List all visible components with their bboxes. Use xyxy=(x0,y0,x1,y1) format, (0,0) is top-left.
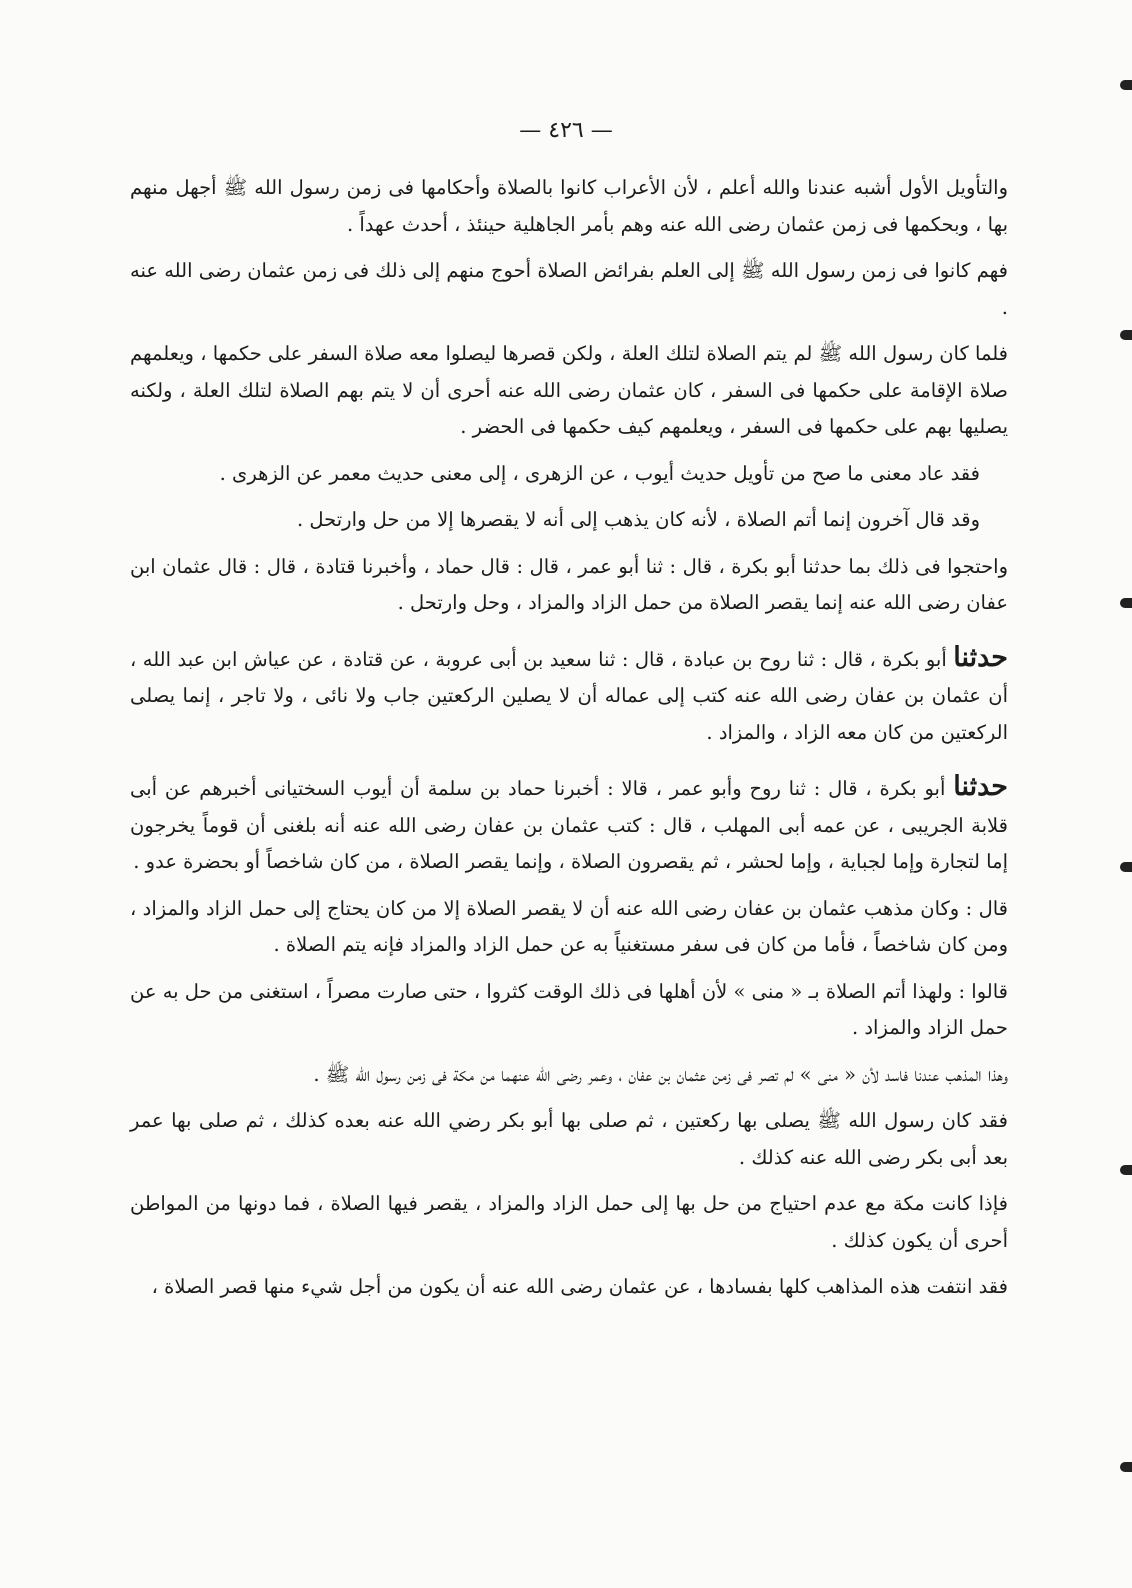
paragraph-7 xyxy=(130,640,1008,752)
paragraph-1: والتأويل الأول أشبه عندنا والله أعلم ، لأن الأعراب كانوا بالصلاة وأحكامها فى زمن رسول الله ﷺ أجهل منهم بها ، وبحكمها فى زمن عثمان رضى الله عنه وهم بأمر الجاهلية حينئذ ، أحدث عهداً . xyxy=(130,176,1008,236)
haddathana-heading: حدثنا xyxy=(953,641,1008,673)
paragraph-14: فقد انتفت هذه المذاهب كلها بفسادها ، عن عثمان رضى الله عنه أن يكون من أجل شيء منها قصر الصلاة ، xyxy=(151,1275,1008,1298)
paragraph-5: وقد قال آخرون إنما أتم الصلاة ، لأنه كان يذهب إلى أنه لا يقصرها إلا من حل وارتحل . xyxy=(297,508,980,531)
paragraph-11: وهذا المذهب عندنا فاسد لأن « منى » لم تصر فى زمن عثمان بن عفان ، وعمر رضى الله عنهما من مكة فى زمن رسول الله ﷺ . xyxy=(313,1062,1008,1086)
paragraph-8-text: أبو بكرة ، قال : ثنا روح وأبو عمر ، قالا : أخبرنا حماد بن سلمة أن أيوب السختيانى أخبرهم عن أبى قلابة الجريبى ، عن عمه أبى المهلب ، قال : كتب عثمان بن عفان رضى الله عنه أنه بلغنى أن قوماً يخرجون إما لتجارة وإما لجباية ، وإما لحشر ، ثم يقصرون الصلاة ، وإنما يقصر الصلاة ، من كان شاخصاً أو بحضرة عدو . xyxy=(130,777,1008,873)
binding-mark xyxy=(1120,1462,1132,1472)
page-number: — ٤٢٦ — xyxy=(519,118,613,143)
paragraph-13: فإذا كانت مكة مع عدم احتياج من حل بها إلى حمل الزاد والمزاد ، يقصر فيها الصلاة ، فما دونها من المواطن أحرى أن يكون كذلك . xyxy=(130,1192,1008,1252)
body-text xyxy=(130,170,1008,1316)
binding-mark xyxy=(1120,330,1132,340)
paragraph-6: واحتجوا فى ذلك بما حدثنا أبو بكرة ، قال : ثنا أبو عمر ، قال : قال حماد ، وأخبرنا قتادة ، قال : قال عثمان ابن عفان رضى الله عنه إنما يقصر الصلاة من حمل الزاد والمزاد ، وحل وارتحل . xyxy=(130,554,1008,614)
paragraph-2: فهم كانوا فى زمن رسول الله ﷺ إلى العلم بفرائض الصلاة أحوج منهم إلى ذلك فى زمن عثمان رضى الله عنه . xyxy=(130,259,1008,319)
paragraph-4: فقد عاد معنى ما صح من تأويل حديث أيوب ، عن الزهرى ، إلى معنى حديث معمر عن الزهرى . xyxy=(219,461,980,485)
haddathana-heading: حدثنا xyxy=(953,771,1008,802)
paragraph-10: قالوا : ولهذا أتم الصلاة بـ « منى » لأن أهلها فى ذلك الوقت كثروا ، حتى صارت مصراً ، استغنى من حل به عن حمل الزاد والمزاد . xyxy=(130,979,1008,1039)
binding-mark xyxy=(1120,1165,1132,1175)
paragraph-12: فقد كان رسول الله ﷺ يصلى بها ركعتين ، ثم صلى بها أبو بكر رضي الله عنه بعده كذلك ، ثم صلى بها عمر بعد أبى بكر رضى الله عنه كذلك . xyxy=(130,1109,1008,1169)
binding-mark xyxy=(1120,598,1132,608)
paragraph-7-text: أبو بكرة ، قال : ثنا روح بن عبادة ، قال : ثنا سعيد بن أبى عروبة ، عن قتادة ، عن عياش ابن عبد الله ، أن عثمان بن عفان رضى الله عنه كتب إلى عماله أن لا يصلين الركعتين جاب ولا نائى ، ولا تاجر ، إنما يصلى الركعتين من كان معه الزاد ، والمزاد . xyxy=(130,647,1008,744)
paragraph-3: فلما كان رسول الله ﷺ لم يتم الصلاة لتلك العلة ، ولكن قصرها ليصلوا معه صلاة السفر على حكمها ، ويعلمهم صلاة الإقامة على حكمها فى السفر ، كان عثمان رضى الله عنه أحرى أن لا يتم بهم الصلاة لتلك العلة ، ولكنه يصليها بهم على حكمها فى السفر ، ويعلمهم كيف حكمها فى الحضر . xyxy=(130,342,1008,438)
paragraph-9: قال : وكان مذهب عثمان بن عفان رضى الله عنه أن لا يقصر الصلاة إلا من كان يحتاج إلى حمل الزاد والمزاد ، ومن كان شاخصاً ، فأما من كان فى سفر مستغنياً به عن حمل الزاد والمزاد فإنه يتم الصلاة . xyxy=(130,896,1008,956)
binding-mark xyxy=(1120,80,1132,90)
binding-mark xyxy=(1120,862,1132,872)
paragraph-8 xyxy=(130,769,1008,881)
